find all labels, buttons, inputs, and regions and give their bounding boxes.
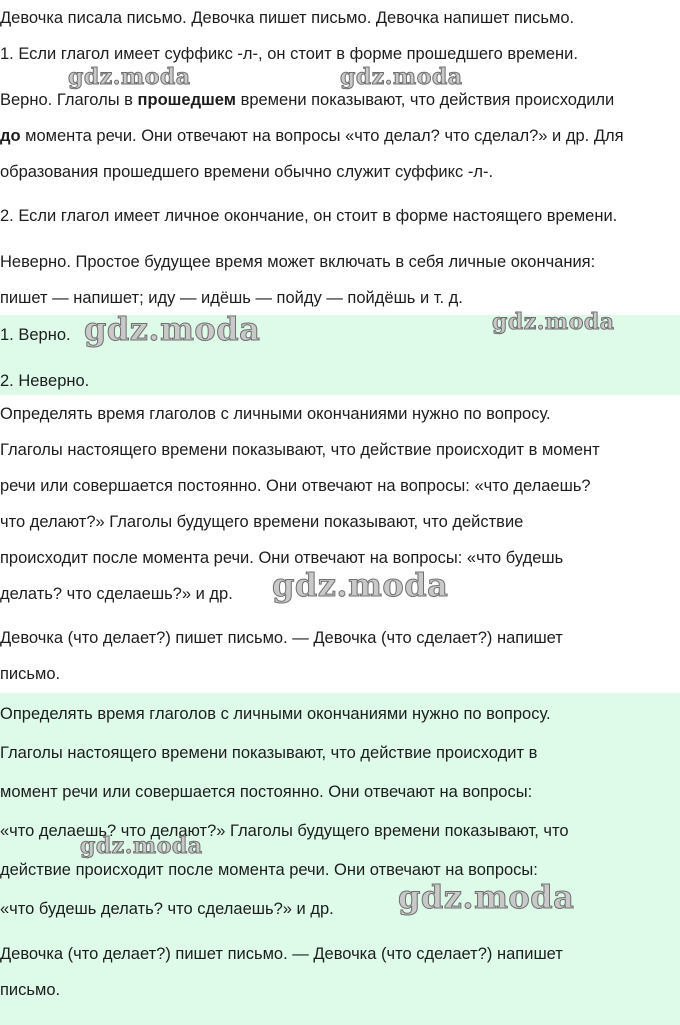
statement-1: 1. Если глагол имеет суффикс -л-, он стоит в форме прошедшего времени. [0,45,578,63]
explanation-2: Определять время глаголов с личными окончаниями нужно по вопросу. Глаголы настоящего времени показывают, что действие происходит в момент речи или совершается постоянно. Они отвечают на вопросы: «что делаешь? что делают?» Глаголы будущего времени показывают, что действие происходит после момента речи. Они отвечают на вопросы: «что будешь делать? что сделаешь?» и др. [0,705,569,918]
explanation-1: Определять время глаголов с личными окончаниями нужно по вопросу. Глаголы настоящего времени показывают, что действие происходит в момент речи или совершается постоянно. Они отвечают на вопросы: «что делаешь? что делают?» Глаголы будущего времени показывают, что действие происходит после момента речи. Они отвечают на вопросы: «что будешь делать? что сделаешь?» и др. [0,405,600,603]
watermark-logo: gdz.moda [84,310,261,348]
emphasis-past: прошедшем [137,91,236,109]
watermark-logo: gdz.moda [340,64,463,90]
emphasis-before: до [0,127,21,145]
example-1: Девочка (что делает?) пишет письмо. — Девочка (что сделает?) напишет письмо. [0,629,563,683]
answer-1: Верно. Глаголы в прошедшем времени показывают, что действия происходили до момента речи. Они отвечают на вопросы «что делал? что сделал?» и др. Для образования прошедшего времени обычно служит суффикс -л-. [0,91,624,181]
watermark-logo: gdz.moda [272,566,449,604]
watermark-logo: gdz.moda [398,878,575,916]
example-2: Девочка (что делает?) пишет письмо. — Девочка (что сделает?) напишет письмо. [0,945,563,999]
watermark-logo: gdz.moda [68,64,191,90]
statement-2: 2. Если глагол имеет личное окончание, он стоит в форме настоящего времени. [0,207,618,225]
watermark-logo: gdz.moda [80,833,203,859]
intro-examples: Девочка писала письмо. Девочка пишет письмо. Девочка напишет письмо. [0,9,575,27]
answer-2: Неверно. Простое будущее время может включать в себя личные окончания: пишет — напишет; иду — идёшь — пойду — пойдёшь и т. д. [0,253,596,307]
watermark-logo: gdz.moda [492,309,615,335]
result-block: 1. Верно. 2. Неверно. [0,326,90,390]
